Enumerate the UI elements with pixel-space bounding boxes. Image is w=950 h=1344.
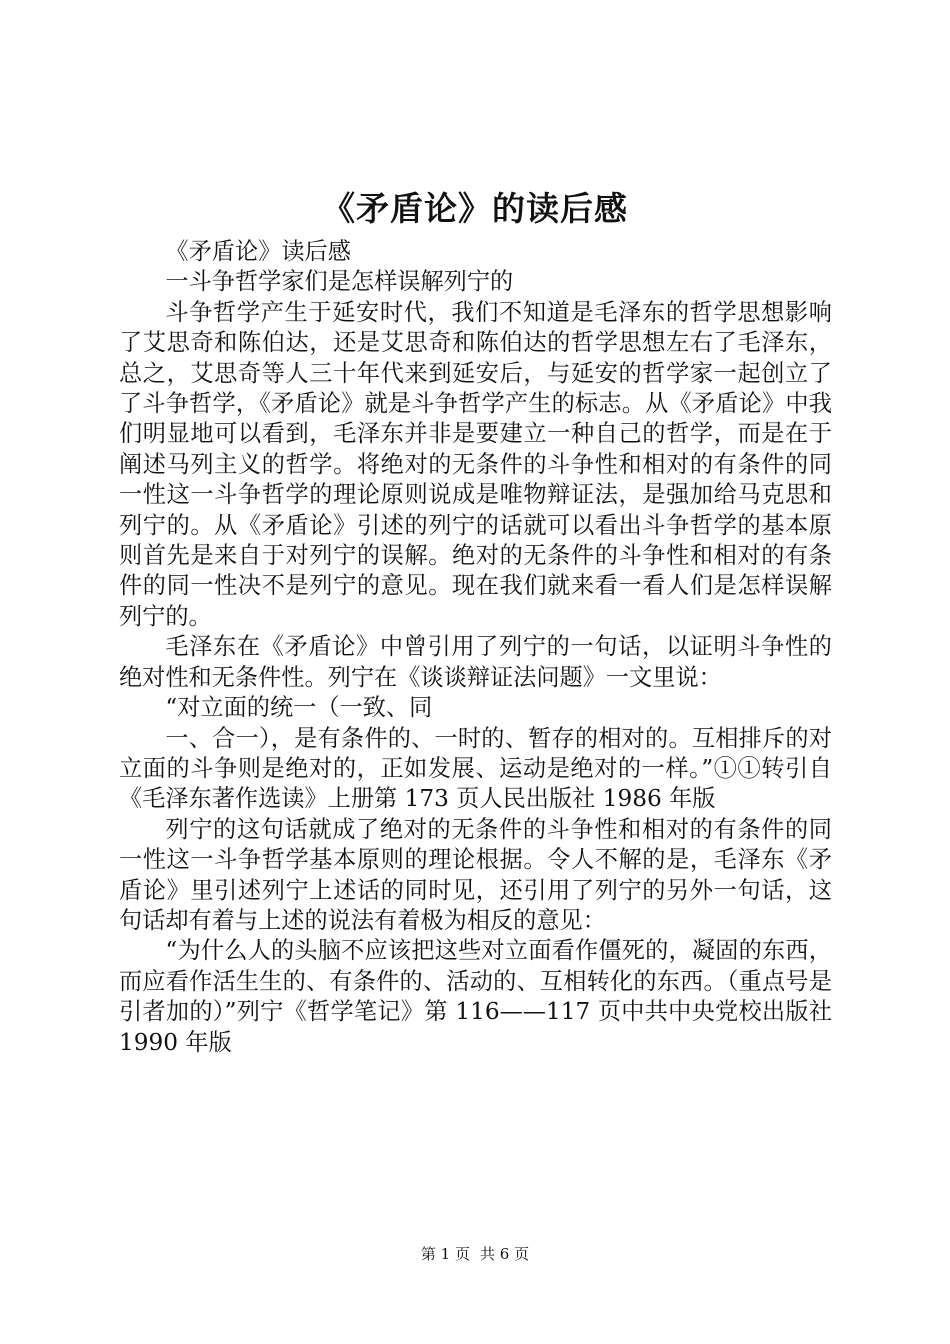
paragraph-quote: 一、合一），是有条件的、一时的、暂存的相对的。互相排斥的对立面的斗争则是绝对的，正如发展、运动是绝对的一样。”①①转引自《毛泽东著作选读》上册第 173 页人民出版社 1986 年版 [119, 724, 832, 813]
paragraph: 列宁的这句话就成了绝对的无条件的斗争性和相对的有条件的同一性这一斗争哲学基本原则的理论根据。令人不解的是，毛泽东《矛盾论》里引述列宁上述话的同时见，还引用了列宁的另外一句话，这句话却有着与上述的说法有着极为相反的意见： [119, 815, 832, 934]
paragraph-quote: “为什么人的头脑不应该把这些对立面看作僵死的，凝固的东西，而应看作活生生的、有条件的、活动的、互相转化的东西。（重点号是引者加的）”列宁《哲学笔记》第 116——117 页中共中央党校出版社 1990 年版 [119, 937, 832, 1056]
paragraph-section-heading: 一斗争哲学家们是怎样误解列宁的 [165, 268, 514, 296]
paragraph-subtitle: 《矛盾论》读后感 [165, 238, 351, 265]
document-title: 《矛盾论》的读后感 [322, 189, 628, 228]
paragraph-quote: “对立面的统一（一致、同 [165, 694, 433, 722]
document-body [119, 237, 832, 1058]
page-footer [0, 1244, 950, 1264]
paragraph: 毛泽东在《矛盾论》中曾引用了列宁的一句话，以证明斗争性的绝对性和无条件性。列宁在《谈谈辩证法问题》一文里说： [119, 633, 832, 691]
page-total: 共 6 页 [480, 1245, 530, 1263]
page-number: 第 1 页 [420, 1245, 470, 1263]
paragraph: 斗争哲学产生于延安时代，我们不知道是毛泽东的哲学思想影响了艾思奇和陈伯达，还是艾思奇和陈伯达的哲学思想左右了毛泽东，总之，艾思奇等人三十年代来到延安后，与延安的哲学家一起创立了了斗争哲学，《矛盾论》就是斗争哲学产生的标志。从《矛盾论》中我们明显地可以看到，毛泽东并非是要建立一种自己的哲学，而是在于阐述马列主义的哲学。将绝对的无条件的斗争性和相对的有条件的同一性这一斗争哲学的理论原则说成是唯物辩证法，是强加给马克思和列宁的。从《矛盾论》引述的列宁的话就可以看出斗争哲学的基本原则首先是来自于对列宁的误解。绝对的无条件的斗争性和相对的有条件的同一性决不是列宁的意见。现在我们就来看一看人们是怎样误解列宁的。 [119, 298, 832, 630]
